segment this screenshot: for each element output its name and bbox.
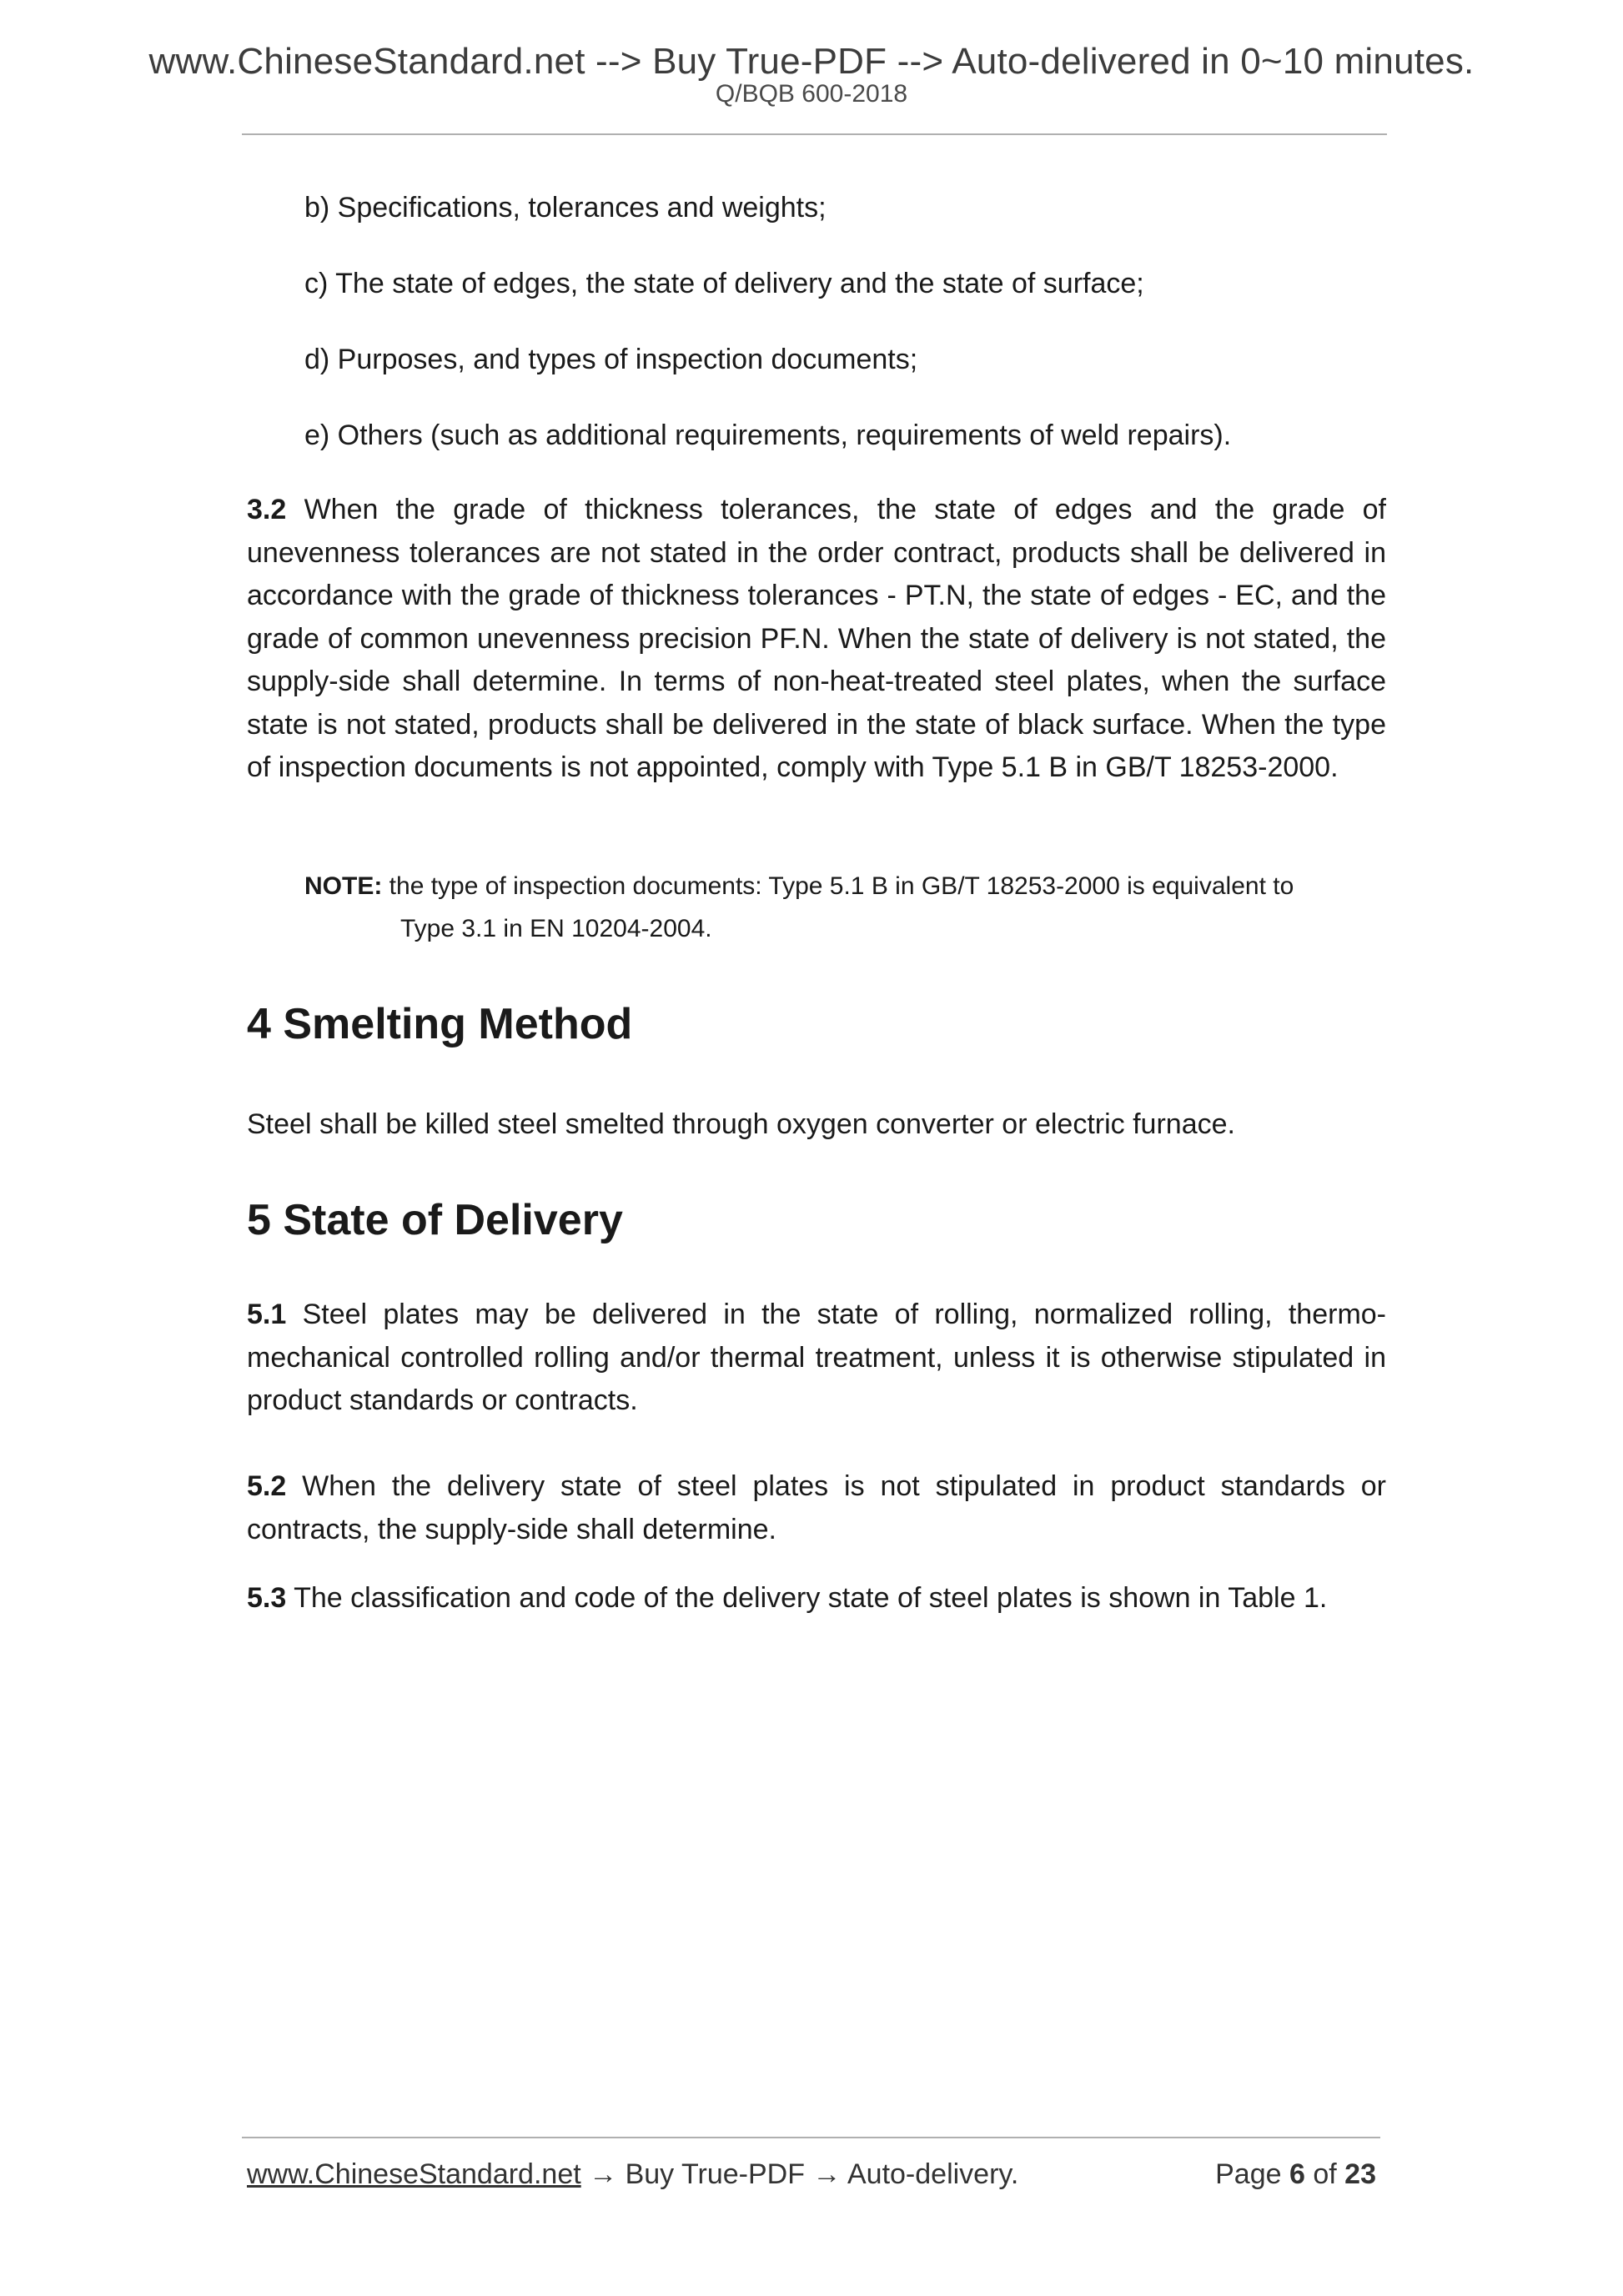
clause-5-2 [247, 1465, 1386, 1551]
footer-site-link[interactable]: www.ChineseStandard.net [247, 2158, 581, 2190]
clause-3-2 [247, 489, 1386, 790]
list-item-b: b) Specifications, tolerances and weights; [304, 192, 827, 224]
of-label: of [1313, 2158, 1337, 2190]
clause-number: 5.3 [247, 1582, 287, 1614]
clause-5-1 [247, 1294, 1386, 1423]
clause-number: 3.2 [247, 494, 287, 525]
note-block [304, 865, 1386, 950]
note-line-2: Type 3.1 in EN 10204-2004. [400, 915, 712, 942]
footer-promo [247, 2160, 1018, 2188]
footer-divider [242, 2137, 1380, 2138]
clause-text: Steel plates may be delivered in the state of rolling, normalized rolling, thermo-mechanical controlled rolling and/or thermal treatment, unless it is otherwise stipulated in product standards or contracts. [247, 1299, 1386, 1416]
list-item-c: c) The state of edges, the state of delivery and the state of surface; [304, 268, 1144, 299]
clause-text: When the delivery state of steel plates is not stipulated in product standards or contracts, the supply-side shall determine. [247, 1470, 1386, 1545]
clause-text: When the grade of thickness tolerances, the state of edges and the grade of unevenness tolerances are not stated in the order contract, products shall be delivered in accordance with the grade of thickness tolerances - PT.N, the state of edges - EC, and the grade of common unevenness precision PF.N. When the state of delivery is not stated, the supply-side shall determine. In terms of non-heat-treated steel plates, when the surface state is not stated, products shall be delivered in the state of black surface. When the type of inspection documents is not appointed, comply with Type 5.1 B in GB/T 18253-2000. [247, 494, 1387, 783]
clause-5-3 [247, 1577, 1386, 1620]
clause-text: The classification and code of the delivery state of steel plates is shown in Table 1. [294, 1582, 1328, 1614]
current-page-number: 6 [1289, 2158, 1305, 2190]
clause-number: 5.2 [247, 1470, 287, 1502]
note-line-1: the type of inspection documents: Type 5.1 B in GB/T 18253-2000 is equivalent to [389, 872, 1294, 900]
total-pages: 23 [1344, 2158, 1376, 2190]
site-banner: www.ChineseStandard.net --> Buy True-PDF --> Auto-delivered in 0~10 minutes. [148, 41, 1475, 82]
section-4-text: Steel shall be killed steel smelted through oxygen converter or electric furnace. [247, 1108, 1235, 1140]
section-4-heading: 4 Smelting Method [247, 1000, 633, 1048]
note-label: NOTE: [304, 872, 383, 900]
page-indicator [1215, 2160, 1376, 2188]
list-item-d: d) Purposes, and types of inspection documents; [304, 344, 918, 375]
section-5-heading: 5 State of Delivery [247, 1196, 623, 1244]
list-item-e: e) Others (such as additional requirements, requirements of weld repairs). [304, 420, 1232, 451]
page-label: Page [1215, 2158, 1282, 2190]
document-number: Q/BQB 600-2018 [715, 80, 908, 108]
clause-number: 5.1 [247, 1299, 287, 1330]
footer-promo-text: → Buy True-PDF → Auto-delivery. [580, 2158, 1019, 2190]
